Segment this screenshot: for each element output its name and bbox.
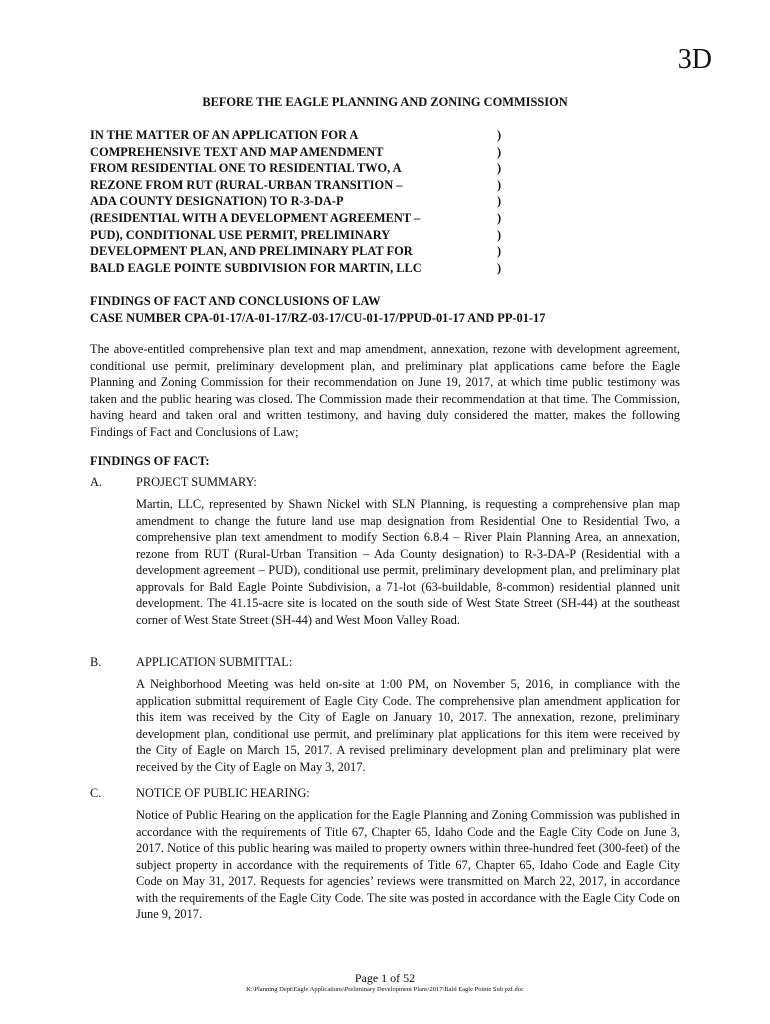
caption-line [90, 210, 510, 227]
caption-bracket: ) [497, 210, 502, 225]
case-caption [90, 127, 510, 276]
caption-bracket: ) [497, 244, 502, 259]
caption-line-text: BALD EAGLE POINTE SUBDIVISION FOR MARTIN, LLC [90, 260, 422, 275]
case-number-line: CASE NUMBER CPA-01-17/A-01-17/RZ-03-17/CU-01-17/PPUD-01-17 AND PP-01-17 [90, 310, 546, 325]
section-heading [90, 474, 680, 491]
section-application-submittal [90, 654, 680, 775]
caption-line-text: REZONE FROM RUT (RURAL-URBAN TRANSITION – [90, 177, 403, 192]
caption-bracket: ) [497, 260, 502, 275]
caption-bracket: ) [497, 161, 502, 176]
file-path: K:\Planning Dept\Eagle Applications\Preliminary Development Plans\2017\Bald Eagle Pointe Sub pzf.doc [246, 986, 524, 993]
caption-line-text: FROM RESIDENTIAL ONE TO RESIDENTIAL TWO, A [90, 161, 402, 176]
caption-line [90, 144, 510, 161]
caption-line-text: PUD), CONDITIONAL USE PERMIT, PRELIMINARY [90, 227, 391, 242]
section-title: PROJECT SUMMARY: [136, 475, 257, 489]
document-heading: BEFORE THE EAGLE PLANNING AND ZONING COMMISSION [202, 95, 568, 109]
section-body: Notice of Public Hearing on the application for the Eagle Planning and Zoning Commission was published in accordance with the requirements of Title 67, Chapter 65, Idaho Code and the Eagle City Code on June 3, 2017. Notice of this public hearing was mailed to property owners within three-hundred feet (300-feet) of the subject property in accordance with the requirements of Title 67, Chapter 65, Idaho Code and Eagle City Code on May 31, 2017. Requests for agencies’ reviews were transmitted on March 22, 2017, in accordance with the requirements of the Eagle City Code. The site was posted in accordance with the Eagle City Code on June 9, 2017. [136, 808, 680, 921]
page-footer [0, 971, 770, 995]
section-letter: A. [90, 475, 103, 489]
page-number: Page 1 of 52 [354, 971, 416, 985]
section-title: APPLICATION SUBMITTAL: [136, 655, 293, 669]
caption-bracket: ) [497, 194, 502, 209]
section-project-summary [90, 474, 680, 628]
caption-line-text: DEVELOPMENT PLAN, AND PRELIMINARY PLAT FOR [90, 244, 413, 259]
findings-title [90, 293, 690, 326]
page-label: 3D [677, 44, 712, 75]
section-letter: C. [90, 786, 102, 800]
section-letter: B. [90, 655, 102, 669]
caption-line [90, 127, 510, 144]
section-notice-of-public-hearing [90, 785, 680, 923]
intro-paragraph: The above-entitled comprehensive plan text and map amendment, annexation, rezone with development agreement, conditional use permit, preliminary development plan, and preliminary plat applications came before the Eagle Planning and Zoning Commission for their recommendation on June 19, 2017, at which time public testimony was taken and the public hearing was closed. The Commission made their recommendation at that time. The Commission, having heard and taken oral and written testimony, and having duly considered the matter, makes the following Findings of Fact and Conclusions of Law; [90, 342, 680, 439]
caption-line-text: IN THE MATTER OF AN APPLICATION FOR A [90, 128, 359, 142]
caption-bracket: ) [497, 144, 502, 159]
section-body: A Neighborhood Meeting was held on-site at 1:00 PM, on November 5, 2016, in compliance with the application submittal requirement of Eagle City Code. The comprehensive plan amendment application for this item was received by the City of Eagle on January 10, 2017. The annexation, rezone, preliminary development plan, conditional use permit, and preliminary plat applications for this item were received by the City of Eagle on March 15, 2017. A revised preliminary development plan and preliminary plat were received by the City of Eagle on May 3, 2017. [136, 677, 680, 774]
caption-bracket: ) [497, 227, 502, 242]
findings-of-fact-heading: FINDINGS OF FACT: [90, 454, 210, 468]
section-heading [90, 785, 680, 802]
caption-line [90, 160, 510, 177]
caption-line [90, 193, 510, 210]
section-body: Martin, LLC, represented by Shawn Nickel with SLN Planning, is requesting a comprehensive plan map amendment to change the future land use map designation from Residential One to Residential Two, a comprehensive plan text amendment to modify Section 6.8.4 – River Plain Planning Area, an annexation, rezone from RUT (Rural-Urban Transition – Ada County designation) to R-3-DA-P (Residential with a development agreement – PUD), conditional use permit, preliminary development plan, and preliminary plat approvals for Bald Eagle Pointe Subdivision, a 71-lot (63-buildable, 8-common) residential planned unit development. The 41.15-acre site is located on the south side of West State Street (SH-44) at the southeast corner of West State Street (SH-44) and West Moon Valley Road. [136, 497, 680, 627]
caption-line [90, 227, 510, 244]
caption-bracket: ) [497, 177, 502, 192]
caption-line [90, 243, 510, 260]
caption-line [90, 260, 510, 277]
caption-line-text: COMPREHENSIVE TEXT AND MAP AMENDMENT [90, 144, 384, 159]
caption-line [90, 177, 510, 194]
section-title: NOTICE OF PUBLIC HEARING: [136, 786, 310, 800]
caption-line-text: (RESIDENTIAL WITH A DEVELOPMENT AGREEMENT – [90, 210, 421, 225]
findings-title-line: FINDINGS OF FACT AND CONCLUSIONS OF LAW [90, 294, 381, 308]
caption-line-text: ADA COUNTY DESIGNATION) TO R-3-DA-P [90, 194, 344, 209]
section-heading [90, 654, 680, 671]
caption-bracket: ) [497, 128, 502, 142]
